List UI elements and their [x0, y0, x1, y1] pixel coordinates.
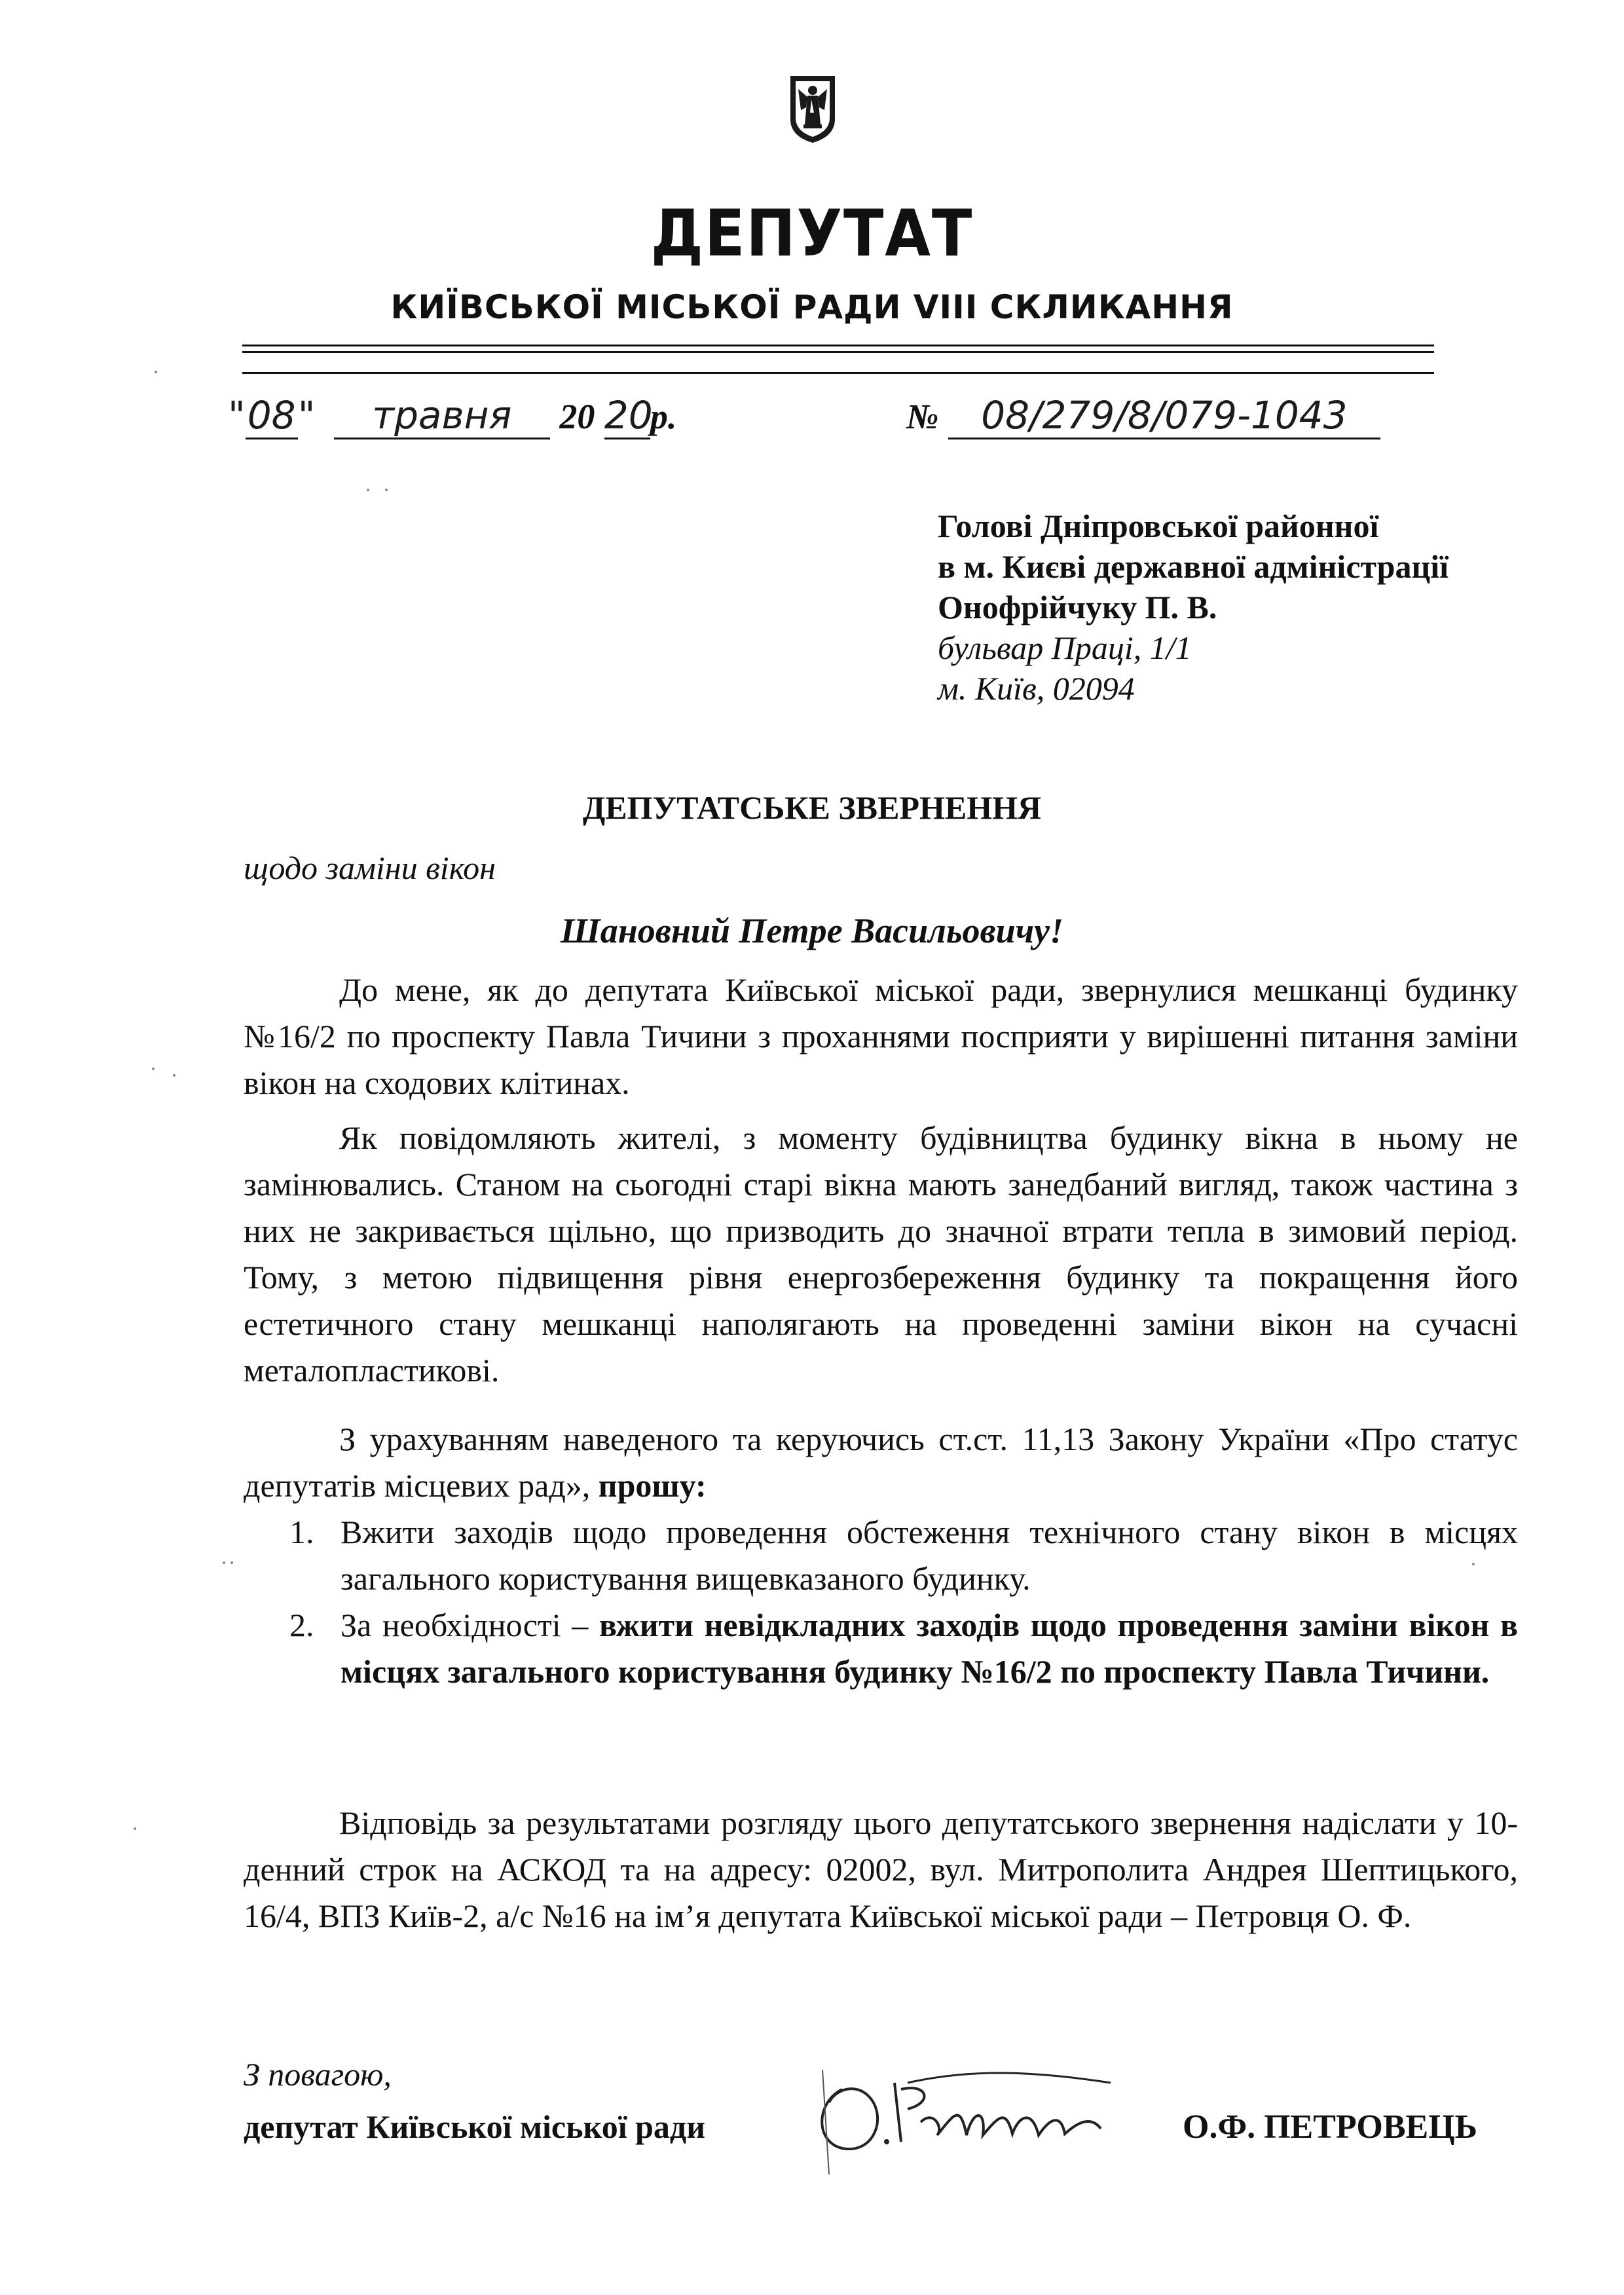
- request-number-1: 1.: [289, 1514, 314, 1550]
- scan-speck: [152, 1068, 155, 1070]
- addressee-block: [938, 506, 1449, 709]
- date-year-unit: р.: [650, 397, 677, 436]
- date-day: 08: [246, 393, 298, 439]
- body-paragraph-3-text: З урахуванням наведеного та керуючись ст.ст. 11,13 Закону України «Про статус депутатів місцевих рад»,: [244, 1421, 1518, 1504]
- header-rule-middle: [242, 351, 1434, 353]
- body-paragraph-2: Як повідомляють жителі, з моменту будівництва будинку вікна в ньому не замінювались. Станом на сьогодні старі вікна мають занедбаний вигляд, також частина з них не закривається щільно, що призводить до значної втрати тепла в зимовий період. Тому, з метою підвищення рівня енергозбереження будинку та покращення його естетичного стану мешканці наполягають на проведенні заміни вікон на сучасні металопластикові.: [244, 1119, 1518, 1389]
- scan-speck: [155, 371, 157, 373]
- salutation: Шановний Петре Васильовичу!: [560, 911, 1064, 950]
- addressee-line-1: Голові Дніпровської районної: [938, 508, 1379, 544]
- date-year-suffix: 20: [604, 393, 650, 439]
- document-title: ДЕПУТАТСЬКЕ ЗВЕРНЕННЯ: [582, 789, 1042, 826]
- header-subtitle: КИЇВСЬКОЇ МІСЬКОЇ РАДИ VIII СКЛИКАННЯ: [390, 288, 1234, 326]
- request-text-2-plain: За необхідності –: [341, 1607, 589, 1643]
- scan-speck: [173, 1074, 175, 1077]
- date-year-prefix: 20: [559, 397, 595, 436]
- reply-paragraph: Відповідь за результатами розгляду цього депутатського звернення надіслати у 10-денний строк на АСКОД та на адресу: 02002, вул. Митрополита Андрея Шептицького, 16/4, ВПЗ Київ-2, а/с №16 на ім’я депутата Київської міської ради – Петровця О. Ф.: [244, 1804, 1518, 1934]
- document-subject: щодо заміни вікон: [244, 849, 496, 886]
- header-title: ДЕПУТАТ: [650, 196, 974, 271]
- body-paragraph-3: [244, 1416, 1518, 1509]
- request-item-2: [244, 1602, 1518, 1695]
- header-rule-top: [242, 345, 1434, 346]
- date-quote-open: ": [228, 393, 246, 438]
- handwritten-signature: [803, 2043, 1143, 2174]
- scan-speck: [231, 1561, 233, 1564]
- date-field: [228, 393, 676, 445]
- scan-speck: [223, 1561, 225, 1564]
- requests-list: [244, 1509, 1518, 1695]
- scan-speck: [1472, 1563, 1475, 1565]
- scan-speck: [134, 1827, 136, 1830]
- body-paragraph-1: До мене, як до депутата Київської міської ради, звернулися мешканці будинку №16/2 по проспекту Павла Тичини з проханнями посприяти у вирішенні питання заміни вікон на сходових клітинах.: [244, 971, 1518, 1101]
- addressee-city: м. Київ, 02094: [938, 670, 1135, 707]
- outgoing-number: 08/279/8/079-1043: [948, 393, 1380, 439]
- request-number-2: 2.: [289, 1607, 314, 1643]
- date-quote-close: ": [297, 393, 316, 438]
- outgoing-number-field: [906, 393, 1380, 445]
- addressee-line-3: Онофрійчуку П. В.: [938, 589, 1217, 625]
- signature-regards: З повагою,: [244, 2056, 392, 2093]
- date-month: травня: [334, 393, 550, 439]
- request-item-1: [244, 1509, 1518, 1602]
- signatory-name: О.Ф. ПЕТРОВЕЦЬ: [1183, 2108, 1478, 2146]
- addressee-street: бульвар Праці, 1/1: [938, 629, 1192, 666]
- request-keyword: прошу:: [598, 1467, 707, 1504]
- signature-position: депутат Київської міської ради: [244, 2108, 706, 2145]
- header-rule-bottom: [242, 372, 1434, 374]
- scan-speck: [385, 489, 388, 491]
- request-text-1: Вжити заходів щодо проведення обстеження технічного стану вікон в місцях загального користування вищевказаного будинку.: [341, 1514, 1518, 1597]
- number-sign: №: [906, 397, 939, 436]
- request-text-2-bold: вжити невідкладних заходів щодо проведення заміни вікон в місцях загального користування будинку №16/2 по проспекту Павла Тичини.: [341, 1607, 1519, 1690]
- kyiv-coat-of-arms-icon: [788, 73, 838, 145]
- addressee-line-2: в м. Києві державної адміністрації: [938, 548, 1449, 585]
- scan-speck: [367, 489, 369, 491]
